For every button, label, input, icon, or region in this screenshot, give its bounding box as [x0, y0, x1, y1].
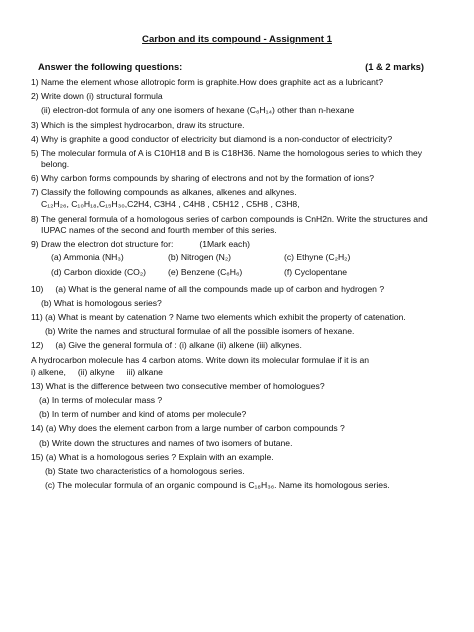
question-14-part-b: (b) Write down the structures and names of two isomers of butane. — [39, 437, 293, 448]
question-9-option-d: (d) Carbon dioxide (CO₂) — [51, 266, 147, 277]
question-12-option-i: i) alkene, — [31, 366, 66, 377]
question-9-option-b: (b) Nitrogen (N₂) — [168, 251, 232, 262]
question-13-part-b: (b) In term of number and kind of atoms per molecule? — [39, 409, 247, 420]
question-2-part-ii: (ii) electron-dot formula of any one isomers of hexane (C₆H₁₄) other than n-hexane — [41, 105, 355, 116]
marks-label: (1 & 2 marks) — [365, 61, 424, 72]
question-9-text: 9) Draw the electron dot structure for: — [31, 238, 174, 249]
question-5: 5) The molecular formula of A is C10H18 and B is C18H36. Name the homologous series to which they — [31, 147, 423, 158]
question-11: 11) (a) What is meant by catenation ? Name two elements which exhibit the property of catenation. — [31, 312, 406, 323]
question-2: 2) Write down (i) structural formula — [31, 91, 163, 102]
question-1: 1) Name the element whose allotropic form is graphite.How does graphite act as a lubricant? — [31, 77, 384, 87]
question-8-continued: IUPAC names of the second and fourth member of this series. — [41, 224, 277, 235]
question-13: 13) What is the difference between two consecutive member of homologues? — [31, 380, 325, 391]
question-14: 14) (a) Why does the element carbon from a large number of carbon compounds ? — [31, 423, 345, 434]
question-9-option-f: (f) Cyclopentane — [284, 266, 348, 277]
question-12-part-b: A hydrocarbon molecule has 4 carbon atoms. Write down its molecular formulae if it is an — [31, 354, 370, 365]
question-11-part-b: (b) Write the names and structural formulae of all the possible isomers of hexane. — [45, 326, 355, 337]
question-15-part-b: (b) State two characteristics of a homologous series. — [45, 465, 245, 476]
question-7-compounds: C₁₂H₂₆, C₁₀H₁₈,C₁₅H₃₀,C2H4, C3H4 , C4H8 , C5H12 , C5H8 , C3H8, — [41, 199, 300, 210]
question-13-part-a: (a) In terms of molecular mass ? — [39, 395, 163, 405]
question-7: 7) Classify the following compounds as alkanes, alkenes and alkynes. — [31, 187, 297, 198]
question-10-part-a: (a) What is the general name of all the compounds made up of carbon and hydrogen ? — [55, 283, 385, 294]
question-6: 6) Why carbon forms compounds by sharing of electrons and not by the formation of ions? — [31, 173, 374, 184]
question-10-number: 10) — [31, 283, 44, 294]
question-8: 8) The general formula of a homologous series of carbon compounds is CnH2n. Write the structures and — [31, 213, 428, 224]
question-12 — [31, 340, 443, 351]
question-9-marks: (1Mark each) — [199, 238, 250, 249]
question-4: 4) Why is graphite a good conductor of electricity but diamond is a non-conductor of electricity? — [31, 133, 393, 144]
question-9-option-c: (c) Ethyne (C₂H₂) — [284, 251, 351, 262]
question-9-option-a: (a) Ammonia (NH₃) — [51, 251, 124, 262]
question-3: 3) Which is the simplest hydrocarbon, draw its structure. — [31, 119, 245, 130]
question-9-row-2 — [31, 267, 443, 278]
question-15: 15) (a) What is a homologous series ? Explain with an example. — [31, 451, 274, 462]
question-12-option-ii: (ii) alkyne — [77, 366, 115, 377]
question-15-part-c: (c) The molecular formula of an organic compound is C₁₈H₃₆. Name its homologous series. — [45, 480, 390, 491]
question-12-options — [31, 367, 443, 378]
question-9 — [31, 239, 443, 250]
question-12-option-iii: iii) alkane — [126, 366, 163, 377]
question-9-option-e: (e) Benzene (C₆H₆) — [168, 266, 243, 277]
instructions-heading: Answer the following questions: — [38, 61, 183, 72]
question-9-row-1 — [31, 252, 443, 263]
question-list — [31, 77, 443, 494]
section-header — [38, 61, 424, 73]
question-10 — [31, 284, 443, 295]
question-10-part-b: (b) What is homologous series? — [41, 297, 162, 308]
document-title: Carbon and its compound - Assignment 1 — [142, 34, 332, 45]
question-12-number: 12) — [31, 340, 44, 351]
question-5-continued: belong. — [41, 158, 70, 169]
question-12-part-a: (a) Give the general formula of : (i) alkane (ii) alkene (iii) alkynes. — [55, 340, 302, 351]
